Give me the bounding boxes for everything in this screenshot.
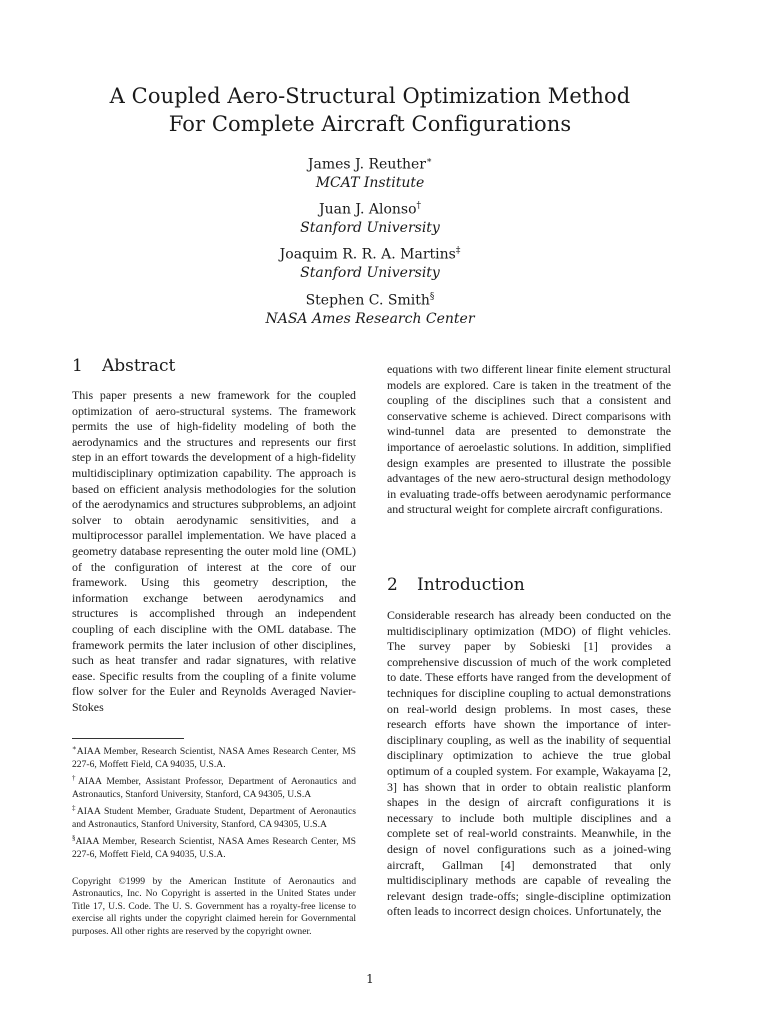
author-affiliation: NASA Ames Research Center <box>265 310 475 327</box>
author-mark: § <box>429 292 435 302</box>
footnote-1 <box>72 742 356 771</box>
footnote-mark: § <box>72 834 76 842</box>
abstract-continuation <box>387 362 671 518</box>
introduction-section <box>387 575 671 920</box>
paper-title <box>0 82 740 138</box>
author-1 <box>0 152 740 192</box>
footnote-text: AIAA Student Member, Graduate Student, Department of Aeronautics and Astronautics, Stanford University, Stanford, CA 94305, U.S.A <box>72 806 356 830</box>
page-number: 1 <box>366 972 374 986</box>
copyright-text: Copyright ©1999 by the American Institute of Aeronautics and Astronautics, Inc. No Copyright is asserted in the United States under Title 17, U.S. Code. The U. S. Government has a royalty-free license to exercise all rights under the copyright claimed herein for Governmental purposes. All other rights are reserved by the copyright owner. <box>72 876 356 937</box>
footnote-divider <box>72 738 184 739</box>
author-3 <box>0 242 740 282</box>
footnote-3 <box>72 802 356 831</box>
author-affiliation: MCAT Institute <box>315 174 425 191</box>
copyright-notice <box>72 876 356 938</box>
footnotes <box>72 742 356 861</box>
footnote-mark: ∗ <box>72 744 77 752</box>
section-number: 1 <box>72 356 83 376</box>
introduction-text: Considerable research has already been conducted on the multidisciplinary optimization (MDO) of flight vehicles. The survey paper by Sobieski [1] provides a comprehensive discussion of much of the work completed to date. These efforts have ranged from the development of techniques for discipline coupling to actual demonstrations on real-world design problems. In most cases, these research efforts have shown the importance of inter-disciplinary coupling, as well as the inability of sequential disciplinary optimization to achieve the true global optimum of a coupled system. For example, Wakayama [2, 3] has shown that in order to obtain realistic planform shapes in the design of aircraft configurations it is necessary to include both multiple disciplines and a complete set of real-world constraints. Meanwhile, in the design of novel configurations such as a joined-wing aircraft, Gallman [4] demonstrated that only multidisciplinary methods are capable of revealing the relevant design trade-offs; single-discipline optimization often leads to incorrect design choices. Unfortunately, the <box>387 608 671 919</box>
footnote-mark: ‡ <box>72 804 77 812</box>
author-mark: ∗ <box>425 156 433 166</box>
author-mark: † <box>416 201 421 211</box>
footnote-text: AIAA Member, Assistant Professor, Department of Aeronautics and Astronautics, Stanford University, Stanford, CA 94305, U.S.A <box>72 776 357 800</box>
footnote-text: AIAA Member, Research Scientist, NASA Ames Research Center, MS 227-6, Moffett Field, CA 94035, U.S.A. <box>72 746 356 770</box>
author-name: Juan J. Alonso <box>318 201 417 218</box>
footnote-mark: † <box>72 774 78 782</box>
title-line-1: A Coupled Aero-Structural Optimization Method <box>109 84 631 108</box>
author-mark: ‡ <box>455 246 461 256</box>
section-title: Abstract <box>102 356 176 376</box>
introduction-heading <box>387 575 671 595</box>
author-affiliation: Stanford University <box>300 264 440 281</box>
abstract-section <box>72 356 356 715</box>
abstract-text-left: This paper presents a new framework for the coupled optimization of aero-structural systems. The framework permits the use of high-fidelity modeling of both the aerodynamics and the structures and represents our first step in an effort towards the development of a high-fidelity multidisciplinary optimization capability. The approach is based on efficient analysis methodologies for the solution of the aerodynamics and structures subproblems, an adjoint solver to obtain aerodynamic sensitivities, and a multiprocessor parallel implementation. We have placed a geometry database representing the outer mold line (OML) of the configuration of interest at the core of our framework. Using this geometry description, the information exchange between aerodynamics and structures is accomplished through an independent coupling of each discipline with the OML database. The framework permits the later inclusion of other disciplines, such as heat transfer and radar signatures, with relative ease. Specific results from the coupling of a finite volume flow solver for the Euler and Reynolds Averaged Navier-Stokes <box>72 388 356 714</box>
author-4 <box>0 288 740 328</box>
footnote-2 <box>72 772 356 801</box>
footnote-text: AIAA Member, Research Scientist, NASA Ames Research Center, MS 227-6, Moffett Field, CA 94035, U.S.A. <box>72 836 356 860</box>
author-affiliation: Stanford University <box>300 219 440 236</box>
section-number: 2 <box>387 575 398 595</box>
title-line-2: For Complete Aircraft Configurations <box>168 112 572 136</box>
author-name: Joaquim R. R. A. Martins <box>279 246 456 263</box>
author-name: James J. Reuther <box>307 156 426 173</box>
author-name: Stephen C. Smith <box>305 292 430 309</box>
section-title: Introduction <box>417 575 525 595</box>
footnote-4 <box>72 832 356 861</box>
author-2 <box>0 197 740 237</box>
abstract-text-right: equations with two different linear finite element structural models are explored. Care is taken in the treatment of the coupling of the disciplines such that a consistent and conservative scheme is achieved. Direct comparisons with wind-tunnel data are presented to demonstrate the importance of aeroelastic solutions. In addition, simplified design examples are presented to illustrate the possible advantages of the new aero-structural design methodology in evaluating trade-offs between aerodynamic performance and structural weight for complete aircraft configurations. <box>387 362 671 517</box>
abstract-heading <box>72 356 356 376</box>
